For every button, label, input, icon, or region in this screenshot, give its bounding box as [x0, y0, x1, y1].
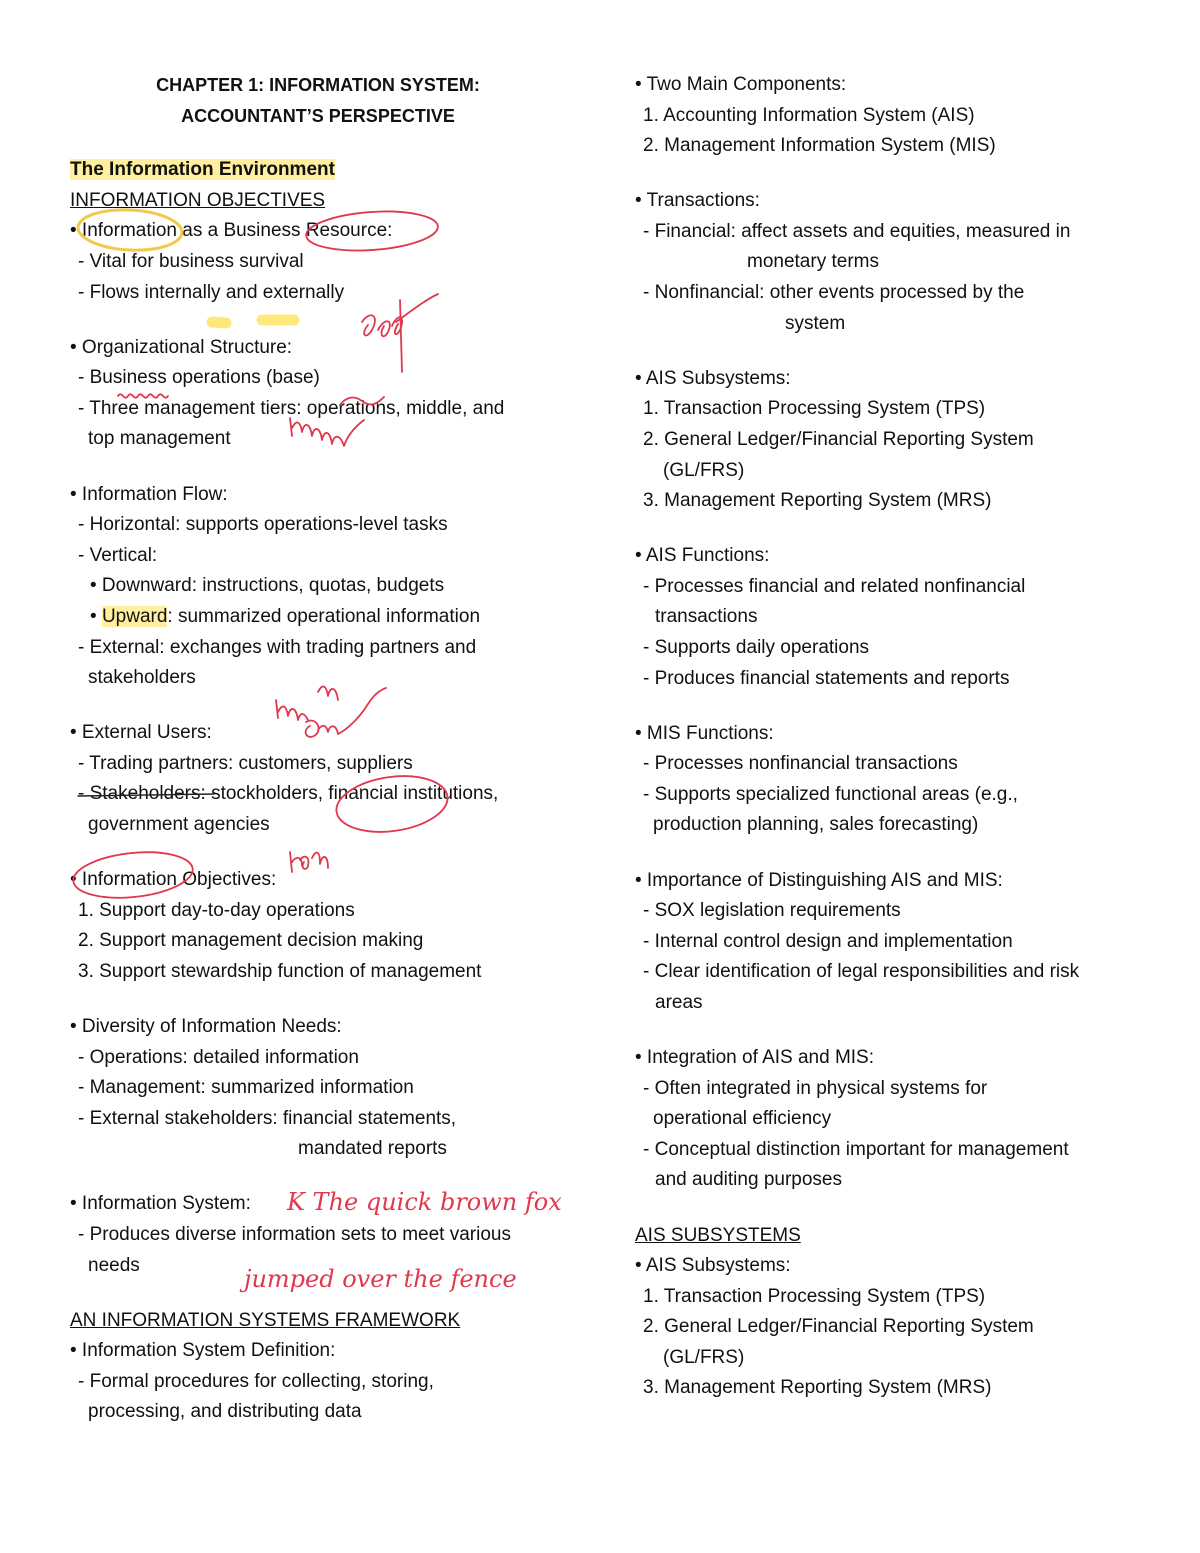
- list-item-continuation: mandated reports: [298, 1138, 447, 1160]
- list-item: - Vertical:: [78, 544, 158, 566]
- list-item: 2. General Ledger/Financial Reporting System: [643, 1316, 1034, 1338]
- list-item: - Formal procedures for collecting, storing,: [78, 1370, 434, 1392]
- list-item: - Financial: affect assets and equities, measured in: [643, 220, 1071, 242]
- block-ais-functions: [635, 541, 1155, 694]
- section-heading-ais-subsystems: AIS SUBSYSTEMS: [635, 1224, 801, 1246]
- block-organizational-structure: [70, 333, 570, 455]
- list-item: - Clear identification of legal responsibilities and risk: [643, 961, 1080, 983]
- list-item: 1. Support day-to-day operations: [78, 899, 355, 921]
- bullet-heading: • Information System:: [70, 1193, 251, 1215]
- block-information-objectives: [70, 865, 570, 987]
- list-item: - Stakeholders: stockholders, financial institutions,: [78, 783, 499, 805]
- bullet-heading: • AIS Subsystems:: [635, 1255, 791, 1277]
- bullet-heading: • Information Objectives:: [70, 869, 277, 891]
- left-column: [70, 70, 570, 1453]
- list-item-continuation: (GL/FRS): [663, 1346, 745, 1368]
- list-item: - Flows internally and externally: [78, 281, 345, 303]
- bullet-heading: • Information as a Business Resource:: [70, 220, 393, 242]
- list-item: - Business operations (base): [78, 367, 320, 389]
- right-column: [635, 70, 1155, 1429]
- bullet-heading: • AIS Subsystems:: [635, 367, 791, 389]
- list-item-continuation: stakeholders: [88, 667, 196, 689]
- list-item: - Internal control design and implementation: [643, 930, 1013, 952]
- section-heading-framework: AN INFORMATION SYSTEMS FRAMEWORK: [70, 1309, 461, 1331]
- list-item: 2. Management Information System (MIS): [643, 135, 996, 157]
- list-item: - Horizontal: supports operations-level tasks: [78, 514, 448, 536]
- bullet-heading: • Transactions:: [635, 190, 760, 212]
- bullet-heading: • Integration of AIS and MIS:: [635, 1047, 875, 1069]
- list-item: - Supports specialized functional areas (e.g.,: [643, 783, 1018, 805]
- list-item: - Produces diverse information sets to meet various: [78, 1224, 511, 1245]
- list-item: 1. Transaction Processing System (TPS): [643, 398, 986, 420]
- block-two-components: [635, 70, 1155, 162]
- section-heading-information-environment: The Information Environment: [70, 159, 335, 181]
- subheading-information-objectives: INFORMATION OBJECTIVES: [70, 189, 326, 211]
- list-item: - Processes nonfinancial transactions: [643, 753, 958, 775]
- list-item: - Three management tiers: operations, middle, and: [78, 397, 505, 419]
- title-line-1: CHAPTER 1: INFORMATION SYSTEM:: [156, 75, 480, 95]
- list-item: 2. General Ledger/Financial Reporting System: [643, 428, 1034, 450]
- block-is-definition: [70, 1336, 570, 1428]
- list-item: - Vital for business survival: [78, 250, 304, 272]
- list-item: 2. Support management decision making: [78, 930, 424, 952]
- list-item-continuation: production planning, sales forecasting): [653, 814, 979, 836]
- bullet-heading: • Information System Definition:: [70, 1340, 336, 1362]
- list-item: - SOX legislation requirements: [643, 900, 901, 922]
- bullet-heading: • AIS Functions:: [635, 545, 770, 567]
- block-transactions: [635, 186, 1155, 339]
- list-item: 1. Accounting Information System (AIS): [643, 104, 975, 126]
- handwritten-note-2: jumped over the fence: [244, 1265, 517, 1293]
- bullet-heading: • Two Main Components:: [635, 74, 847, 95]
- list-item: - Trading partners: customers, suppliers: [78, 752, 413, 774]
- highlighted-word: Upward: [101, 605, 168, 627]
- block-ais-subsystems: [635, 364, 1155, 517]
- handwritten-note-1: K The quick brown fox: [287, 1188, 562, 1216]
- list-item: 3. Management Reporting System (MRS): [643, 1377, 992, 1399]
- bullet-heading: • Diversity of Information Needs:: [70, 1015, 342, 1037]
- list-item: - External: exchanges with trading partners and: [78, 636, 477, 658]
- bullet-heading: • External Users:: [70, 722, 212, 744]
- list-item: - Management: summarized information: [78, 1077, 414, 1099]
- list-item-continuation: needs: [88, 1254, 140, 1276]
- block-importance-distinguishing: [635, 866, 1155, 1019]
- list-item-continuation: (GL/FRS): [663, 459, 745, 481]
- block-business-resource: [70, 216, 570, 308]
- list-item: - Operations: detailed information: [78, 1046, 359, 1068]
- list-item-continuation: transactions: [655, 606, 758, 628]
- list-item-continuation: areas: [655, 991, 703, 1013]
- list-item: - Nonfinancial: other events processed by the: [643, 282, 1025, 304]
- sub-list-item: • Downward: instructions, quotas, budgets: [90, 575, 445, 597]
- list-item-continuation: processing, and distributing data: [88, 1401, 362, 1423]
- list-item: - Processes financial and related nonfinancial: [643, 575, 1026, 597]
- sub-list-item: • Upward: summarized operational information: [90, 605, 481, 627]
- title-line-2: ACCOUNTANT’S PERSPECTIVE: [181, 105, 455, 126]
- document-title: [70, 70, 566, 131]
- list-item: 1. Transaction Processing System (TPS): [643, 1285, 986, 1307]
- block-integration: [635, 1043, 1155, 1196]
- list-item: 3. Support stewardship function of management: [78, 960, 482, 982]
- list-item: - Produces financial statements and reports: [643, 667, 1010, 689]
- list-item-continuation: top management: [88, 428, 231, 450]
- list-item-continuation: and auditing purposes: [655, 1169, 842, 1191]
- bullet-heading: • Organizational Structure:: [70, 336, 293, 358]
- bullet-heading: • Information Flow:: [70, 483, 228, 505]
- list-item: - Conceptual distinction important for management: [643, 1138, 1069, 1160]
- list-item-continuation: monetary terms: [747, 251, 879, 273]
- list-item: 3. Management Reporting System (MRS): [643, 490, 992, 512]
- block-diversity-needs: [70, 1012, 570, 1165]
- list-item-continuation: operational efficiency: [653, 1108, 832, 1130]
- list-item: - External stakeholders: financial statements,: [78, 1107, 457, 1129]
- list-item-continuation: system: [785, 312, 846, 334]
- block-external-users: [70, 718, 570, 840]
- block-ais-subsystems-2: [635, 1251, 1155, 1404]
- bullet-heading: • MIS Functions:: [635, 722, 774, 744]
- list-item-continuation: government agencies: [88, 813, 270, 835]
- block-information-flow: [70, 480, 570, 694]
- block-mis-functions: [635, 719, 1155, 841]
- bullet-heading: • Importance of Distinguishing AIS and MIS:: [635, 869, 1003, 891]
- list-item: - Often integrated in physical systems for: [643, 1077, 988, 1099]
- list-item: - Supports daily operations: [643, 637, 870, 658]
